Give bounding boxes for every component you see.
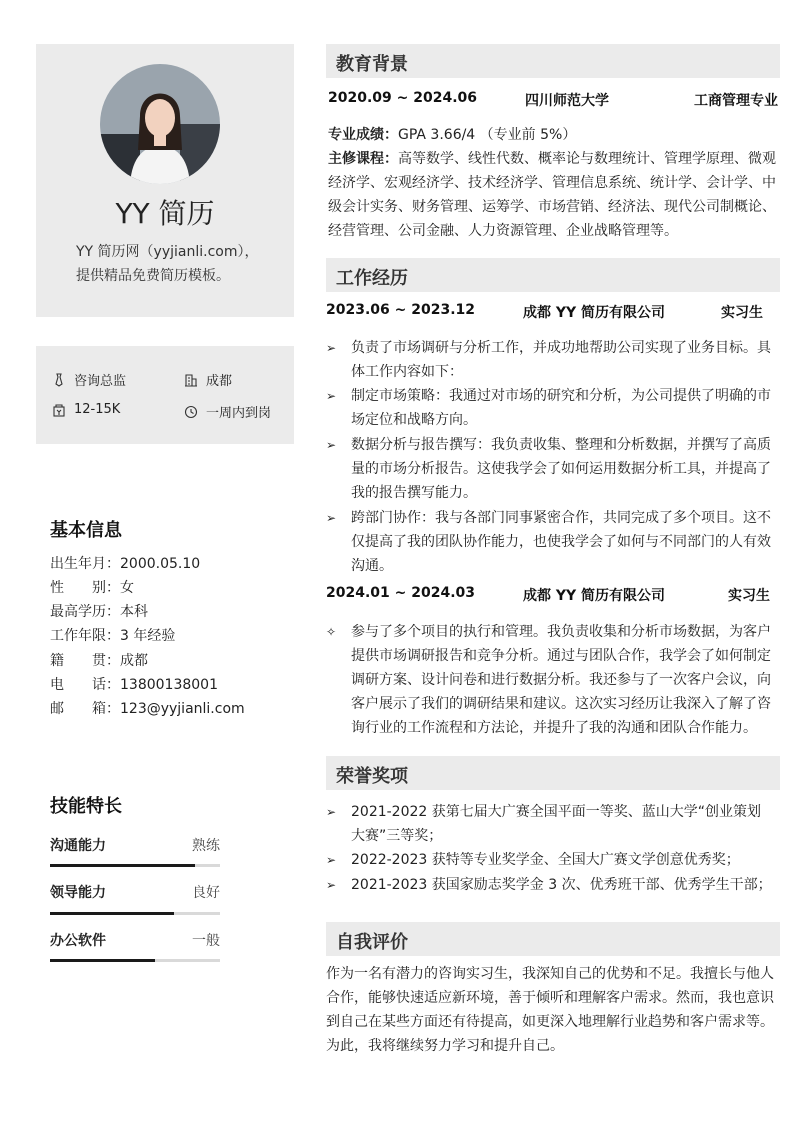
honor-line: 2021-2022 获第七届大广赛全国平面一等奖、蓝山大学“创业策划 (351, 804, 762, 820)
bullet-line: 仅提高了我的团队协作能力，也使我学会了如何与不同部门的人有效 (351, 534, 771, 550)
arrow-bullet-icon: ➢ (326, 853, 337, 867)
job2-period: 2024.01 ~ 2024.03 (326, 585, 476, 601)
job1-period: 2023.06 ~ 2023.12 (326, 302, 476, 318)
basic-info-heading: 基本信息 (50, 520, 122, 541)
arrow-bullet-icon: ➢ (326, 511, 337, 525)
education-school: 四川师范大学 (525, 93, 609, 109)
tie-icon (52, 373, 66, 387)
tagline-line-2: 提供精品免费简历模板。 (76, 268, 230, 284)
bullet-line: 场定位和战略方向。 (351, 412, 477, 428)
education-heading: 教育背景 (336, 54, 408, 75)
skill-name: 沟通能力 (50, 838, 106, 854)
courses-text-1: 高等数学、线性代数、概率论与数理统计、管理学原理、微观 (398, 151, 776, 167)
arrow-bullet-icon: ➢ (326, 878, 337, 892)
job1-bullet (326, 384, 780, 432)
bullet-line: 参与了多个项目的执行和管理。我负责收集和分析市场数据，为客户 (351, 624, 771, 640)
self-eval-heading: 自我评价 (336, 932, 408, 953)
job1-role: 实习生 (721, 305, 763, 321)
info-birth: 出生年月：2000.05.10 (50, 556, 201, 572)
tagline-line-1[interactable]: YY 简历网（yyjianli.com）， (76, 244, 259, 260)
bullet-line: 调研方案、设计问卷和进行数据分析。我还参与了一次客户会议，向 (351, 672, 771, 688)
skill-name: 办公软件 (50, 933, 106, 949)
bullet-line: 数据分析与报告撰写：我负责收集、整理和分析数据，并撰写了高质 (351, 437, 771, 453)
skill-name: 领导能力 (50, 885, 106, 901)
bullet-line: 负责了市场调研与分析工作，并成功地帮助公司实现了业务目标。具 (351, 340, 771, 356)
honors-section-header (326, 756, 780, 790)
info-gender: 性 别：女 (50, 580, 134, 596)
work-heading: 工作经历 (336, 268, 408, 289)
skill-bar-fill (50, 864, 195, 867)
skill-level: 一般 (192, 933, 220, 949)
job-salary-label: 12-15K (74, 402, 121, 417)
education-period: 2020.09 ~ 2024.06 (328, 90, 478, 106)
gpa-label: 专业成绩： (328, 127, 398, 143)
gpa-value: GPA 3.66/4 （专业前 5%） (398, 127, 577, 143)
honor-item (326, 873, 780, 897)
job1-bullet (326, 433, 780, 505)
info-email[interactable]: 邮 箱：123@yyjianli.com (50, 701, 245, 717)
arrow-bullet-icon: ➢ (326, 341, 337, 355)
education-major: 工商管理专业 (694, 93, 778, 109)
job1-bullet (326, 336, 780, 384)
honor-line: 2022-2023 获特等专业奖学金、全国大广赛文学创意优秀奖； (351, 852, 740, 868)
avatar-photo (100, 64, 220, 184)
clock-icon (184, 405, 198, 419)
honor-item (326, 848, 780, 872)
job-salary (52, 402, 120, 417)
self-eval-line: 到自己在某些方面还有待提高，如更深入地理解行业趋势和客户需求等。 (326, 1014, 774, 1030)
job-city-label: 成都 (206, 374, 233, 389)
self-eval-line: 为此，我将继续努力学习和提升自己。 (326, 1038, 564, 1054)
bullet-line: 客户展示了我们的调研结果和建议。这次实习经历让我深入了解了咨 (351, 696, 771, 712)
bullet-line: 量的市场分析报告。这使我学会了如何运用数据分析工具，并提高了 (351, 461, 771, 477)
skill-bar-track (50, 864, 220, 867)
courses-label: 主修课程： (328, 151, 398, 167)
info-phone: 电 话：13800138001 (50, 677, 218, 693)
bullet-line: 沟通。 (351, 558, 393, 574)
honor-item (326, 800, 780, 848)
bullet-line: 跨部门协作：我与各部门同事紧密合作，共同完成了多个项目。这不 (351, 510, 771, 526)
skill-bar-track (50, 912, 220, 915)
courses-line-1 (328, 147, 780, 171)
resume-name: YY 简历 (115, 197, 215, 230)
job-position (52, 370, 126, 389)
job-position-label: 咨询总监 (74, 374, 127, 389)
bullet-line: 制定市场策略：我通过对市场的研究和分析，为公司提供了明确的市 (351, 388, 771, 404)
job2-role: 实习生 (728, 588, 770, 604)
building-icon (184, 373, 198, 387)
skill-level: 良好 (192, 885, 220, 901)
honor-line: 大赛”三等奖； (351, 828, 443, 844)
info-experience: 工作年限：3 年经验 (50, 628, 176, 644)
education-section-header (326, 44, 780, 78)
job-city (184, 370, 232, 389)
education-courses (328, 147, 780, 243)
job-availability (184, 402, 271, 421)
job2-bullet (326, 620, 780, 740)
info-hometown: 籍 贯：成都 (50, 653, 148, 669)
skill-bar-fill (50, 912, 174, 915)
honors-heading: 荣誉奖项 (336, 766, 408, 787)
avatar (100, 64, 220, 184)
self-eval-section-header (326, 922, 780, 956)
skill-bar-track (50, 959, 220, 962)
arrow-bullet-icon: ➢ (326, 438, 337, 452)
bullet-line: 体工作内容如下： (351, 364, 463, 380)
self-eval-line: 作为一名有潜力的咨询实习生，我深知自己的优势和不足。我擅长与他人 (326, 966, 774, 982)
work-section-header (326, 258, 780, 292)
self-eval-text (326, 962, 780, 1058)
job1-company: 成都 YY 简历有限公司 (523, 305, 666, 321)
education-gpa (328, 123, 780, 147)
bullet-line: 提供市场调研报告和竞争分析。通过与团队合作，我学会了如何制定 (351, 648, 771, 664)
courses-line-4: 经营管理、公司金融、人力资源管理、企业战略管理等。 (328, 223, 678, 239)
self-eval-line: 合作，能够快速适应新环境，善于倾听和理解客户需求。然而，我也意识 (326, 990, 774, 1006)
bullet-line: 我的报告撰写能力。 (351, 485, 477, 501)
skill-level: 熟练 (192, 838, 220, 854)
job1-bullet (326, 506, 780, 578)
skills-heading: 技能特长 (50, 796, 122, 817)
wallet-icon (52, 403, 66, 417)
arrow-bullet-icon: ➢ (326, 805, 337, 819)
job2-company: 成都 YY 简历有限公司 (523, 588, 666, 604)
tagline (76, 240, 276, 288)
bullet-line: 询行业的工作流程和方法论，并提升了我的沟通和团队合作能力。 (351, 720, 757, 736)
arrow-bullet-icon: ➢ (326, 389, 337, 403)
honor-line: 2021-2023 获国家励志奖学金 3 次、优秀班干部、优秀学生干部； (351, 877, 772, 893)
diamond-bullet-icon: ✧ (326, 625, 337, 639)
courses-line-2: 经济学、宏观经济学、技术经济学、管理信息系统、统计学、会计学、中 (328, 175, 776, 191)
info-education: 最高学历：本科 (50, 604, 148, 620)
skill-bar-fill (50, 959, 155, 962)
courses-line-3: 级会计实务、财务管理、运筹学、市场营销、经济法、现代公司制概论、 (328, 199, 776, 215)
job-availability-label: 一周内到岗 (206, 406, 272, 421)
job-intent-card (36, 346, 294, 444)
